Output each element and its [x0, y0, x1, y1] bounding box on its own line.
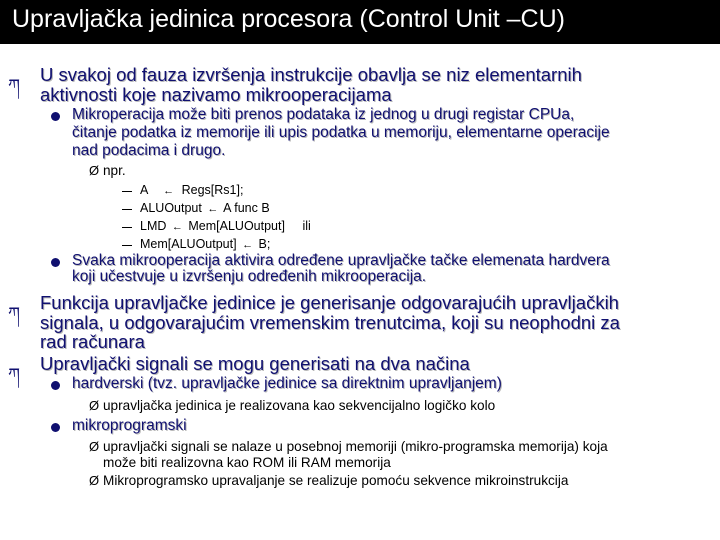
- level3-arrow-icon: Ø: [89, 439, 100, 454]
- p1b-line1: Svaka mikrooperacija aktivira određene upravljačke tačke elemenata hardvera: [72, 252, 610, 269]
- example-2-right: A func B: [223, 201, 270, 215]
- level2-bullet-icon: [51, 258, 60, 267]
- mp-sub1-line2: može biti realizovna kao ROM ili RAM memorija: [103, 455, 391, 470]
- dash-icon: [122, 191, 132, 192]
- npr-label: npr.: [103, 163, 126, 178]
- mp-sub1-line1: upravljački signali se nalaze u posebnoj memoriji (mikro-programska memorija) koja: [103, 439, 608, 454]
- level1-bullet-icon: ཀ: [8, 304, 20, 323]
- p1a-line3: nad podacima i drugo.: [72, 142, 226, 159]
- example-1-right: Regs[Rs1];: [181, 183, 244, 197]
- p1b-line2: koji učestvuje u izvršenju određenih mikrooperacija.: [72, 268, 427, 285]
- example-4-right: B;: [258, 237, 271, 251]
- level3-arrow-icon: Ø: [89, 473, 100, 488]
- example-3-right: Mem[ALUOutput]: [188, 219, 285, 233]
- mp-sub2: Mikroprogramsko upravaljanje se realizuje pomoću sekvence mikroinstrukcija: [103, 473, 569, 488]
- level2-bullet-icon: [51, 112, 60, 121]
- example-1: [140, 183, 243, 197]
- level3-arrow-icon: Ø: [89, 398, 100, 413]
- level2-bullet-icon: [51, 381, 60, 390]
- p1a-line1: Mikroperacija može biti prenos podataka iz jednog u drugi registar CPUa,: [72, 106, 575, 123]
- example-3-left: LMD: [140, 219, 167, 233]
- example-1-left: A: [140, 183, 148, 197]
- p1-line2: aktivnosti koje nazivamo mikrooperacijama: [40, 84, 392, 105]
- dash-icon: [122, 245, 132, 246]
- left-arrow-icon: ←: [171, 221, 183, 233]
- level1-bullet-icon: ཀ: [8, 76, 20, 95]
- hw-sub: upravljačka jedinica je realizovana kao sekvencijalno logičko kolo: [103, 398, 496, 413]
- p2-line2: signala, u odgovarajućim vremenskim trenutcima, koji su neophodni za: [40, 312, 620, 333]
- left-arrow-icon: ←: [242, 239, 254, 251]
- slide-title: Upravljačka jedinica procesora (Control Unit –CU): [12, 5, 565, 33]
- level1-bullet-icon: ཀ: [8, 365, 20, 384]
- level3-arrow-icon: Ø: [89, 163, 100, 178]
- example-3-suffix: ili: [302, 219, 311, 233]
- dash-icon: [122, 209, 132, 210]
- p3-line: Upravljački signali se mogu generisati na dva načina: [40, 353, 470, 374]
- mp-label: mikroprogramski: [72, 417, 187, 434]
- example-3: [140, 219, 311, 233]
- example-2-left: ALUOutput: [140, 201, 202, 215]
- p2-line1: Funkcija upravljačke jedinice je generisanje odgovarajućih upravljačkih: [40, 292, 619, 313]
- example-2: [140, 201, 270, 215]
- p2-line3: rad računara: [40, 331, 145, 352]
- p1-line1: U svakoj od fauza izvršenja instrukcije obavlja se niz elementarnih: [40, 64, 582, 85]
- title-bar: [0, 0, 720, 44]
- level2-bullet-icon: [51, 423, 60, 432]
- p1a-line2: čitanje podatka iz memorije ili upis podatka u memoriju, elementarne operacije: [72, 124, 610, 141]
- dash-icon: [122, 227, 132, 228]
- example-4-left: Mem[ALUOutput]: [140, 237, 237, 251]
- example-4: [140, 237, 270, 251]
- left-arrow-icon: ←: [207, 203, 219, 215]
- left-arrow-icon: ←: [163, 185, 175, 197]
- hw-label: hardverski (tvz. upravljačke jedinice sa direktnim upravljanjem): [72, 375, 502, 392]
